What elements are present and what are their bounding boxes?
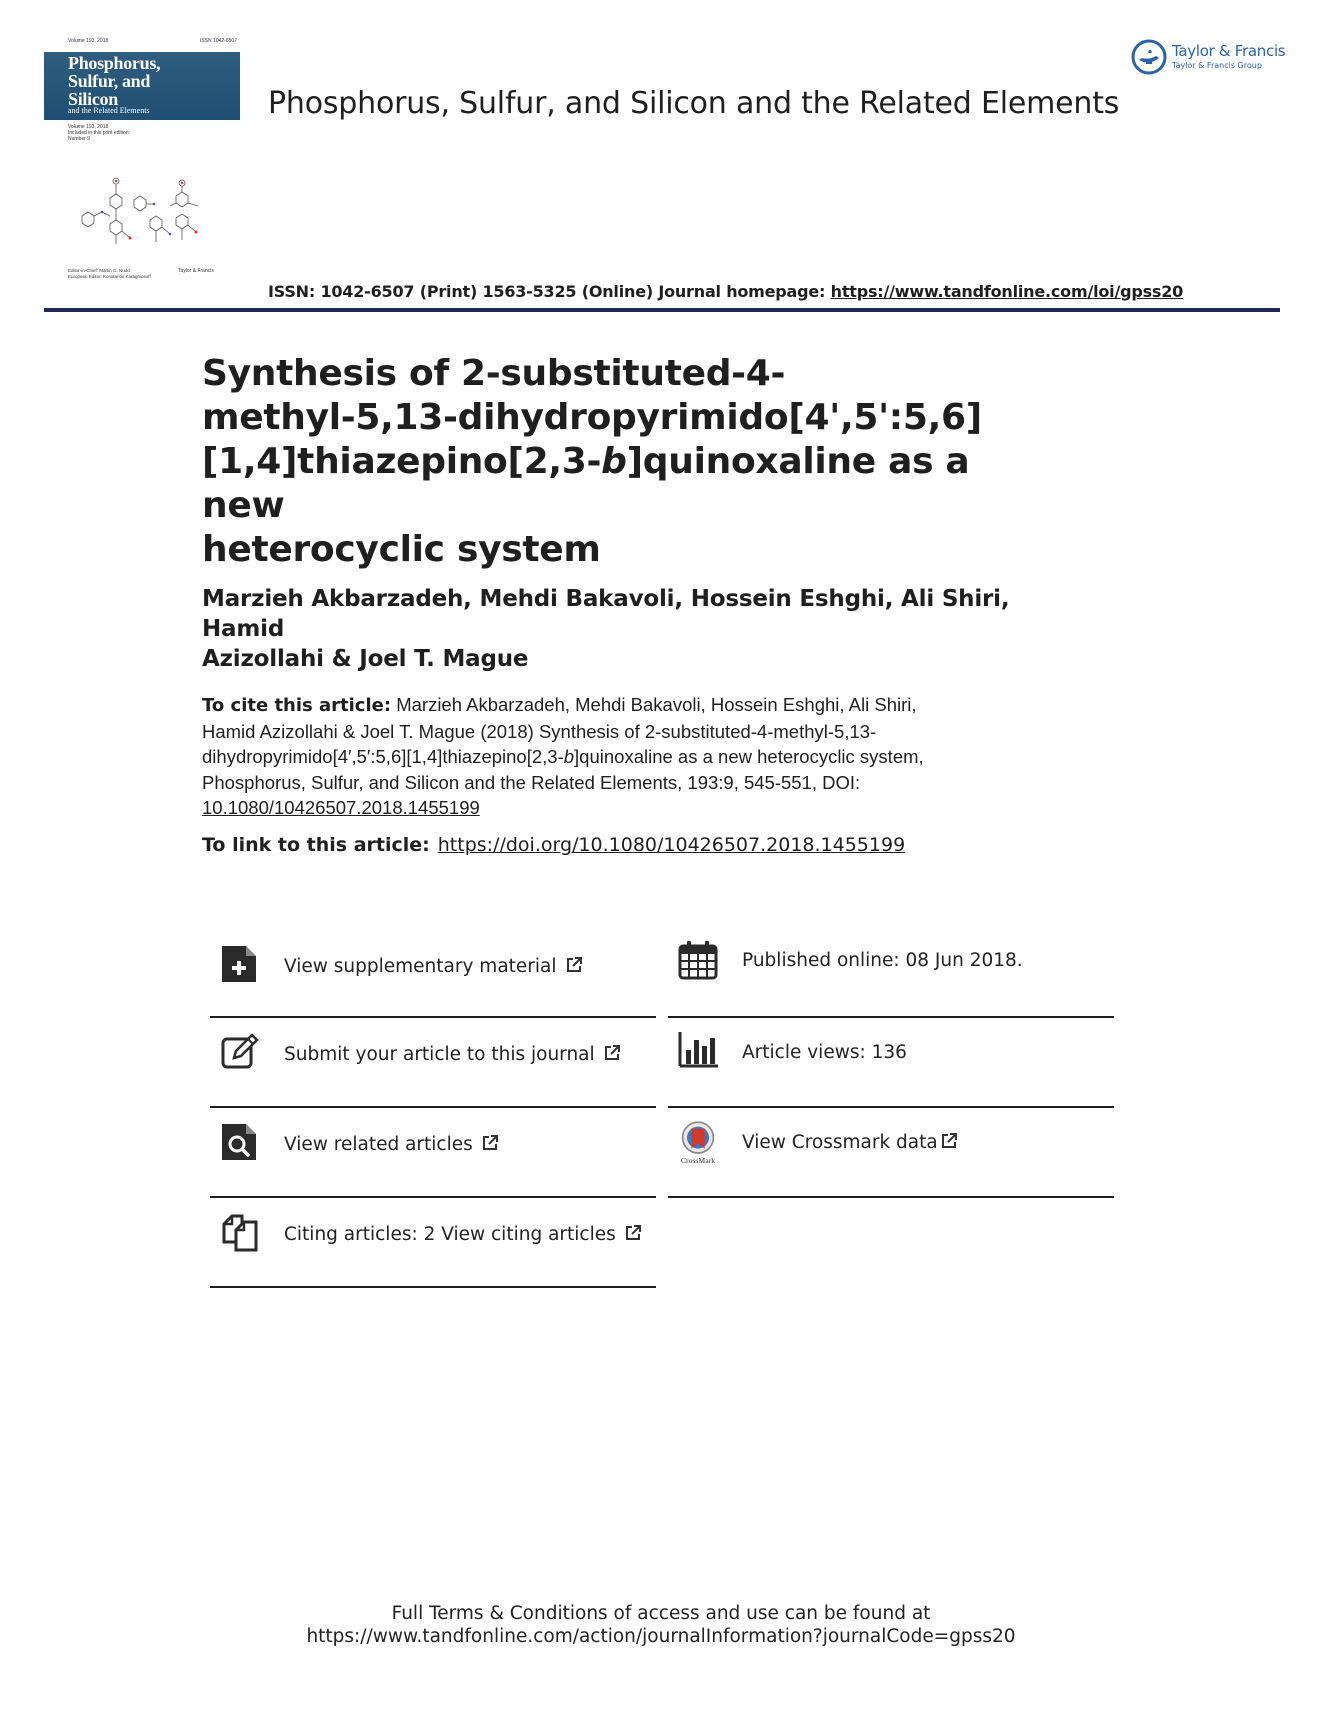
divider	[210, 1016, 656, 1018]
copy-documents-icon	[220, 1212, 260, 1252]
cover-editor-text: Editor-in-Chief: Martin G. Nudd European Editor: Konstantin Karaghiosoff	[68, 268, 151, 279]
cite-line-3-pre: dihydropyrimido[4′,5′:5,6][1,4]thiazepino[2,3-	[202, 746, 564, 767]
authors-line-1: Marzieh Akbarzadeh, Mehdi Bakavoli, Hossein Eshghi, Ali Shiri, Hamid	[202, 586, 1010, 642]
cover-publisher: Taylor & Francis	[178, 268, 214, 274]
article-title	[202, 352, 1022, 572]
divider	[210, 1286, 656, 1288]
cite-line-3	[202, 744, 1082, 770]
molecule-illustration	[72, 176, 212, 256]
title-line-3-post: ]quinoxaline as a new	[202, 441, 970, 526]
crossmark-label	[742, 1132, 958, 1153]
author-list	[202, 584, 1082, 674]
taylor-francis-logo[interactable]	[1130, 38, 1290, 78]
cover-title-band	[44, 52, 240, 120]
issn-text: ISSN: 1042-6507 (Print) 1563-5325 (Online) Journal homepage:	[268, 282, 831, 301]
citing-text: Citing articles: 2 View citing articles	[284, 1224, 616, 1245]
cover-editors	[68, 268, 240, 280]
cover-issn: ISSN 1042-6507	[200, 38, 237, 44]
title-line-3-pre: [1,4]thiazepino[2,3-	[202, 441, 602, 482]
cite-line-1	[202, 692, 1082, 719]
file-plus-icon	[220, 944, 260, 984]
article-doi-link[interactable]: https://doi.org/10.1080/10426507.2018.1455199	[437, 834, 906, 856]
calendar-icon	[678, 940, 718, 980]
supplementary-text: View supplementary material	[284, 956, 557, 977]
cover-subtitle: and the Related Elements	[68, 106, 150, 115]
divider	[210, 1106, 656, 1108]
cite-label: To cite this article:	[202, 695, 392, 716]
divider	[210, 1196, 656, 1198]
cite-line-4: Phosphorus, Sulfur, and Silicon and the Related Elements, 193:9, 545-551, DOI:	[202, 771, 861, 793]
title-line-4: heterocyclic system	[202, 529, 601, 570]
file-search-icon	[220, 1122, 260, 1162]
article-link-line	[202, 834, 905, 856]
cite-line-3-italic: b	[563, 746, 575, 767]
related-label	[284, 1134, 499, 1155]
cite-line-2: Hamid Azizollahi & Joel T. Mague (2018) Synthesis of 2-substituted-4-methyl-5,13-	[202, 720, 877, 742]
divider	[668, 1196, 1114, 1198]
views-label: Article views: 136	[742, 1042, 907, 1063]
journal-cover	[44, 36, 240, 282]
submit-text: Submit your article to this journal	[284, 1044, 595, 1065]
external-link-icon	[940, 1132, 958, 1150]
publisher-group: Taylor & Francis Group	[1172, 61, 1262, 70]
cover-top-strip	[44, 36, 240, 46]
related-text: View related articles	[284, 1134, 473, 1155]
footer-terms-link[interactable]: https://www.tandfonline.com/action/journalInformation?journalCode=gpss20	[306, 1626, 1016, 1647]
submit-label	[284, 1044, 621, 1065]
divider	[668, 1106, 1114, 1108]
bar-chart-icon	[678, 1030, 718, 1070]
cover-title	[68, 54, 160, 108]
journal-homepage-link[interactable]: https://www.tandfonline.com/loi/gpss20	[830, 282, 1184, 301]
terms-footer	[0, 1602, 1322, 1648]
citing-label	[284, 1224, 642, 1245]
publisher-name: Taylor & Francis	[1172, 42, 1286, 60]
title-line-3-italic: b	[601, 441, 627, 482]
cover-volume: Volume 193, 2018	[68, 38, 109, 44]
title-line-3	[202, 440, 1022, 528]
authors-line-2: Azizollahi & Joel T. Mague	[202, 646, 529, 672]
journal-title[interactable]: Phosphorus, Sulfur, and Silicon and the Related Elements	[268, 86, 1120, 121]
external-link-icon	[603, 1044, 621, 1062]
cover-title-text: Phosphorus, Sulfur, and Silicon	[68, 53, 161, 109]
title-line-1: Synthesis of 2-substituted-4-	[202, 353, 786, 394]
title-line-2: methyl-5,13-dihydropyrimido[4',5':5,6]	[202, 397, 982, 438]
link-label: To link to this article:	[202, 834, 430, 856]
cite-line-1-text: Marzieh Akbarzadeh, Mehdi Bakavoli, Hossein Eshghi, Ali Shiri,	[391, 694, 917, 715]
taylor-francis-lamp-icon	[1130, 38, 1168, 76]
external-link-icon	[565, 956, 583, 974]
issn-line	[268, 282, 1183, 301]
supplementary-label	[284, 956, 583, 977]
cite-doi-link[interactable]: 10.1080/10426507.2018.1455199	[202, 797, 480, 818]
external-link-icon	[624, 1224, 642, 1242]
footer-line-1: Full Terms & Conditions of access and use can be found at	[391, 1603, 931, 1624]
cite-line-3-post: ]quinoxaline as a new heterocyclic system,	[574, 746, 924, 767]
edit-icon	[220, 1032, 260, 1072]
crossmark-icon	[676, 1120, 720, 1164]
header-divider	[44, 308, 1280, 312]
external-link-icon	[481, 1134, 499, 1152]
crossmark-text: View Crossmark data	[742, 1132, 938, 1153]
crossmark-logo-text: CrossMark	[680, 1155, 716, 1164]
cover-meta: Volume 193, 2018 Included in this print edition: Number 9	[68, 124, 130, 142]
published-label: Published online: 08 Jun 2018.	[742, 950, 1023, 971]
divider	[668, 1016, 1114, 1018]
citation-block	[202, 692, 1082, 821]
